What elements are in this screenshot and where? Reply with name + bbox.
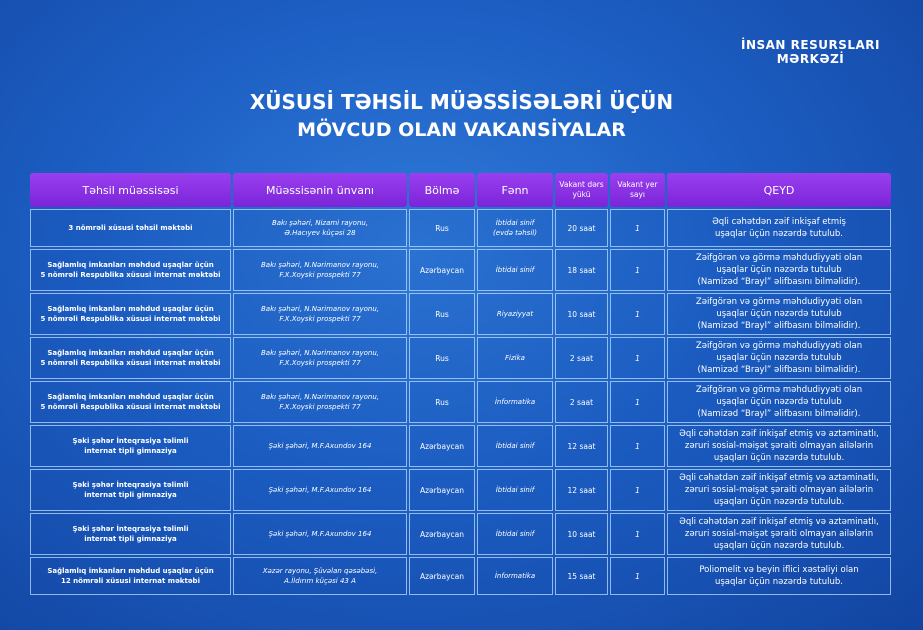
cell-section: Rus [409, 381, 475, 423]
cell-subject: İbtidai sinif [477, 513, 553, 555]
cell-subject: İnformatika [477, 557, 553, 595]
cell-address: Bakı şəhəri, N.Nərimanov rayonu, F.X.Xoyski prospekti 77 [233, 249, 407, 291]
cell-vacant-hours: 10 saat [555, 293, 608, 335]
cell-subject: Fizika [477, 337, 553, 379]
header-section: Bölmə [409, 173, 475, 207]
cell-vacant-hours: 10 saat [555, 513, 608, 555]
title-line-2: MÖVCUD OLAN VAKANSİYALAR [297, 119, 626, 141]
cell-institution: Sağlamlıq imkanları məhdud uşaqlar üçün 12 nömrəli xüsusi internat məktəbi [30, 557, 231, 595]
title-line-1: XÜSUSİ TƏHSİL MÜƏSSİSƏLƏRİ ÜÇÜN [249, 90, 674, 114]
cell-note: Əqli cəhətdən zəif inkişaf etmiş uşaqlar üçün nəzərdə tutulub. [667, 209, 891, 247]
cell-note: Zəifgörən və görmə məhdudiyyəti olan uşaqlar üçün nəzərdə tutulub (Namizəd “Brayl” əlifbasını bilməlidir). [667, 249, 891, 291]
cell-subject: Riyaziyyat [477, 293, 553, 335]
cell-institution: Şəki şəhər İnteqrasiya təlimli internat tipli gimnaziya [30, 425, 231, 467]
cell-vacant-hours: 2 saat [555, 381, 608, 423]
cell-note: Zəifgörən və görmə məhdudiyyəti olan uşaqlar üçün nəzərdə tutulub (Namizəd “Brayl” əlifbasını bilməlidir). [667, 381, 891, 423]
cell-subject: İbtidai sinif [477, 425, 553, 467]
cell-institution: Şəki şəhər İnteqrasiya təlimli internat tipli gimnaziya [30, 513, 231, 555]
vacancy-table [30, 173, 887, 595]
cell-section: Azərbaycan [409, 557, 475, 595]
header-subject: Fənn [477, 173, 553, 207]
cell-institution: Sağlamlıq imkanları məhdud uşaqlar üçün 5 nömrəli Respublika xüsusi internat məktəbi [30, 293, 231, 335]
page-title [0, 88, 923, 144]
cell-vacant-count: 1 [610, 469, 665, 511]
cell-address: Bakı şəhəri, N.Nərimanov rayonu, F.X.Xoyski prospekti 77 [233, 381, 407, 423]
cell-section: Rus [409, 293, 475, 335]
cell-vacant-hours: 15 saat [555, 557, 608, 595]
cell-note: Zəifgörən və görmə məhdudiyyəti olan uşaqlar üçün nəzərdə tutulub (Namizəd “Brayl” əlifbasını bilməlidir). [667, 293, 891, 335]
cell-note: Əqli cəhətdən zəif inkişaf etmiş və aztəminatlı, zəruri sosial-məişət şəraiti olmayan ailələrin uşaqları üçün nəzərdə tutulub. [667, 513, 891, 555]
cell-vacant-count: 1 [610, 209, 665, 247]
cell-institution: 3 nömrəli xüsusi təhsil məktəbi [30, 209, 231, 247]
cell-vacant-hours: 18 saat [555, 249, 608, 291]
cell-subject: İbtidai sinif (evdə təhsil) [477, 209, 553, 247]
cell-address: Bakı şəhəri, Nizami rayonu, Ə.Hacıyev küçəsi 28 [233, 209, 407, 247]
cell-section: Azərbaycan [409, 425, 475, 467]
cell-vacant-count: 1 [610, 425, 665, 467]
cell-vacant-count: 1 [610, 381, 665, 423]
cell-vacant-count: 1 [610, 557, 665, 595]
cell-vacant-hours: 20 saat [555, 209, 608, 247]
header-vacant-count: Vakant yer sayı [610, 173, 665, 207]
cell-vacant-count: 1 [610, 513, 665, 555]
cell-address: Şəki şəhəri, M.F.Axundov 164 [233, 513, 407, 555]
header-address: Müəssisənin ünvanı [233, 173, 407, 207]
cell-note: Əqli cəhətdən zəif inkişaf etmiş və aztəminatlı, zəruri sosial-məişət şəraiti olmayan ailələrin uşaqları üçün nəzərdə tutulub. [667, 425, 891, 467]
cell-note: Əqli cəhətdən zəif inkişaf etmiş və aztəminatlı, zəruri sosial-məişət şəraiti olmayan ailələrin uşaqları üçün nəzərdə tutulub. [667, 469, 891, 511]
cell-institution: Şəki şəhər İnteqrasiya təlimli internat tipli gimnaziya [30, 469, 231, 511]
cell-address: Bakı şəhəri, N.Nərimanov rayonu, F.X.Xoyski prospekti 77 [233, 293, 407, 335]
cell-section: Azərbaycan [409, 249, 475, 291]
cell-institution: Sağlamlıq imkanları məhdud uşaqlar üçün 5 nömrəli Respublika xüsusi internat məktəbi [30, 337, 231, 379]
header-institution: Təhsil müəssisəsi [30, 173, 231, 207]
cell-section: Azərbaycan [409, 469, 475, 511]
cell-address: Bakı şəhəri, N.Nərimanov rayonu, F.X.Xoyski prospekti 77 [233, 337, 407, 379]
cell-institution: Sağlamlıq imkanları məhdud uşaqlar üçün 5 nömrəli Respublika xüsusi internat məktəbi [30, 381, 231, 423]
cell-note: Zəifgörən və görmə məhdudiyyəti olan uşaqlar üçün nəzərdə tutulub (Namizəd “Brayl” əlifbasını bilməlidir). [667, 337, 891, 379]
cell-vacant-count: 1 [610, 249, 665, 291]
organization-line-1: İNSAN RESURSLARI [740, 38, 880, 52]
cell-address: Xəzər rayonu, Şüvəlan qəsəbəsi, A.İldırım küçəsi 43 A [233, 557, 407, 595]
cell-institution: Sağlamlıq imkanları məhdud uşaqlar üçün 5 nömrəli Respublika xüsusi internat məktəbi [30, 249, 231, 291]
organization-line-2: MƏRKƏZİ [776, 52, 845, 66]
cell-vacant-count: 1 [610, 337, 665, 379]
cell-vacant-count: 1 [610, 293, 665, 335]
cell-section: Rus [409, 209, 475, 247]
cell-subject: İbtidai sinif [477, 249, 553, 291]
cell-subject: İnformatika [477, 381, 553, 423]
cell-vacant-hours: 12 saat [555, 425, 608, 467]
header-note: QEYD [667, 173, 891, 207]
cell-address: Şəki şəhəri, M.F.Axundov 164 [233, 469, 407, 511]
cell-section: Azərbaycan [409, 513, 475, 555]
cell-vacant-hours: 2 saat [555, 337, 608, 379]
header-vacant-hours: Vakant dərs yükü [555, 173, 608, 207]
cell-address: Şəki şəhəri, M.F.Axundov 164 [233, 425, 407, 467]
cell-subject: İbtidai sinif [477, 469, 553, 511]
cell-section: Rus [409, 337, 475, 379]
cell-vacant-hours: 12 saat [555, 469, 608, 511]
cell-note: Poliomelit və beyin iflici xəstəliyi olan uşaqlar üçün nəzərdə tutulub. [667, 557, 891, 595]
organization-logo-text [741, 38, 880, 66]
